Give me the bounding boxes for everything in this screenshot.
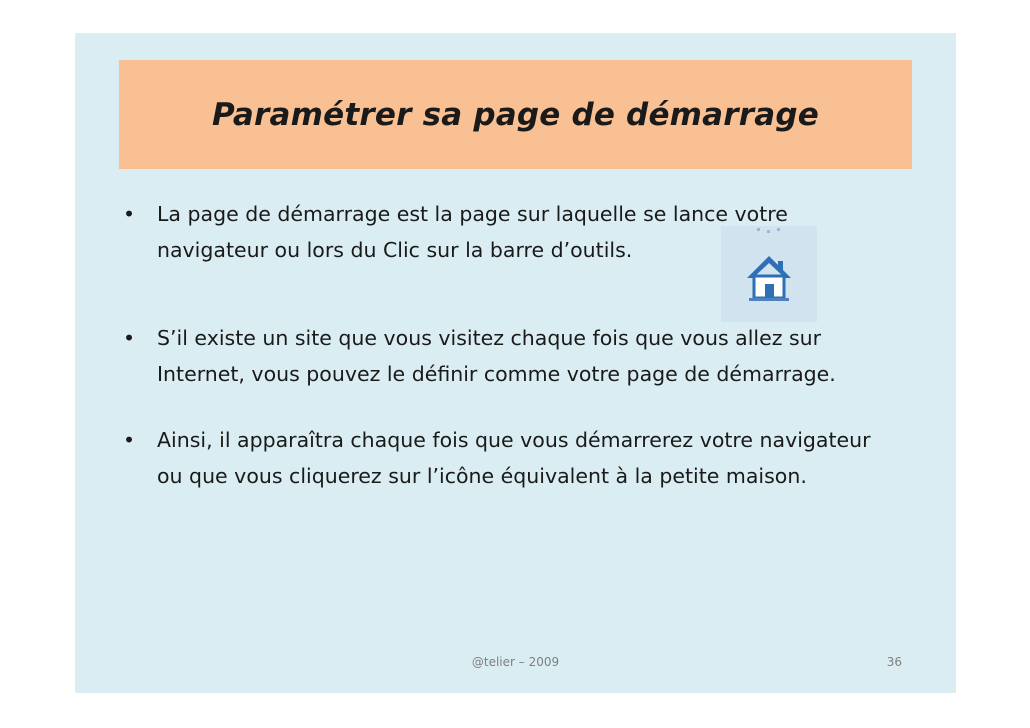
- home-icon: [721, 226, 817, 322]
- slide: [75, 33, 956, 693]
- title-banner: [119, 60, 912, 169]
- bullet-item: [123, 320, 883, 392]
- bullet-marker: •: [123, 326, 136, 350]
- page-number: 36: [886, 655, 902, 669]
- bullet-text: La page de démarrage est la page sur laquelle se lance votre navigateur ou lors du Clic sur la barre d’outils.: [157, 202, 788, 262]
- bullet-item: [123, 422, 883, 494]
- bullet-text: S’il existe un site que vous visitez chaque fois que vous allez sur Internet, vous pouvez le définir comme votre page de démarrage.: [157, 326, 836, 386]
- bullet-text: Ainsi, il apparaîtra chaque fois que vous démarrerez votre navigateur ou que vous cliquerez sur l’icône équivalent à la petite maison.: [157, 428, 871, 488]
- slide-title: Paramétrer sa page de démarrage: [211, 96, 820, 133]
- footer-copyright: @telier – 2009: [471, 655, 560, 669]
- bullet-marker: •: [123, 428, 136, 452]
- home-icon-image: [721, 226, 817, 322]
- bullet-marker: •: [123, 202, 136, 226]
